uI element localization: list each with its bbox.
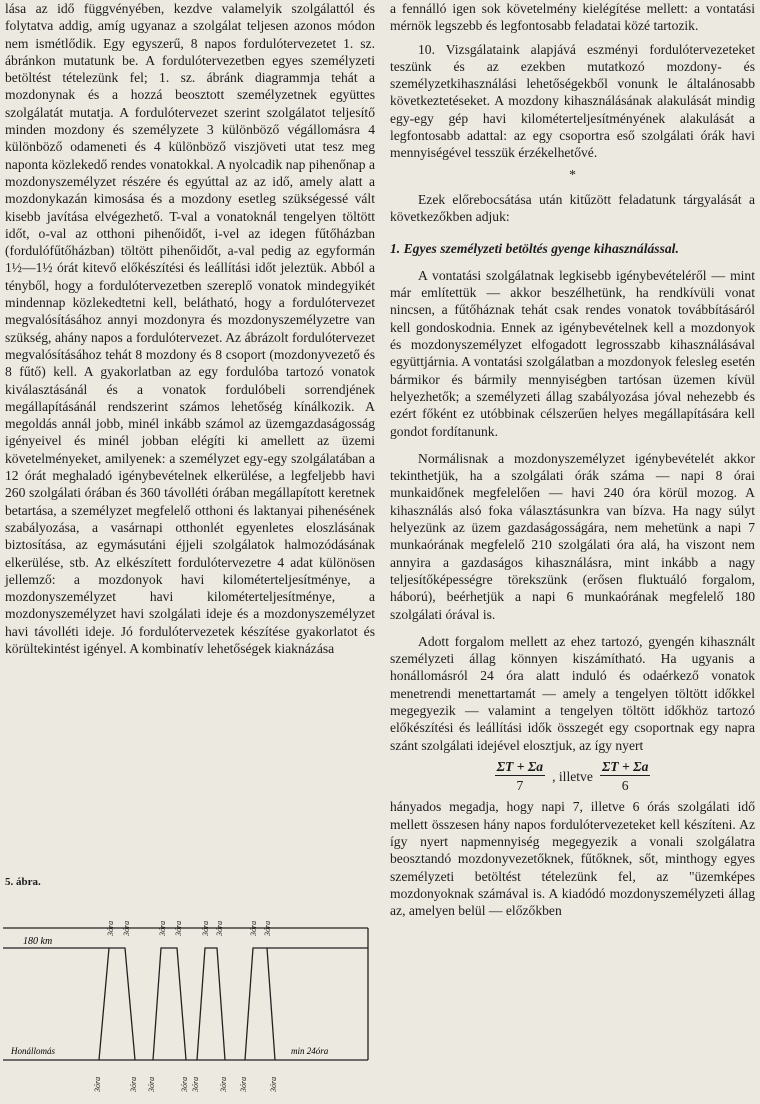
label-3ora: 3óra [93, 1076, 102, 1092]
formula [390, 758, 755, 795]
body-paragraph: hányados megadja, hogy napi 7, illetve 6 órás szolgálati idő mellett összesen hány napos fordulótervezeteket kell készíteni. Az így nyert napmennyiség megegyezik a vonali szolgálatra beosztandó mozdonyvezetőknek, fűtőknek, sőt, minthogy egyes személyzeti betöltést tételezünk fel, az "üzemképes mozdonyoknak számával is. A kiadódó mozdonyszemélyzeti állag az, amelyen belül — előzőkben [390, 799, 755, 919]
label-180km: 180 km [23, 936, 53, 947]
section-heading: 1. Egyes személyzeti betöltés gyenge kihasználással. [390, 240, 679, 256]
body-paragraph: a fennálló igen sok követelmény kielégítése mellett: a vontatási mérnök legszebb és legfontosabb feladatai közé tartozik. [390, 1, 755, 34]
body-paragraph: A vontatási szolgálatnak legkisebb igénybevételéről — mint már említettük — akkor beszélhetünk, ha rendkívüli vonat nincsen, a fűtőháznak tehát csak rendes vonatok továbbításáról kell gondoskodnia. Ennek az igénybevételnek kell a mozdonyok és mozdonyszemélyzet elfogadott legrosszabb kihasználásával együttjárnia. A vontatási szolgálatban a mozdonyok felesleg esetén bármikor és bármily mennyiségben tartósan üzemen kívül helyezhetők; a személyzeti állag szabályozása jóval nehezebb és ezért főként ez utóbbinak célszerűen helyes megállapítására kell gondot fordítanunk. [390, 267, 755, 439]
service-diagram [3, 890, 378, 1104]
body-paragraph: 10. Vizsgálataink alapjává eszményi fordulótervezeteket teszünk és az ezekben mutatkozó mozdony- és személyzetkihasználási lehetőségekből vonunk le általánosabb következtetéseket. A mozdony kihasználásának alakulását mindig egy-egy gép havi kilométerteljesítményének alakulását a legfontosabb adattal: az egy csoportra eső szolgálati órák havi mennyiségével tesszük érzékelhetővé. [390, 41, 755, 161]
body-paragraph: Normálisnak a mozdonyszemélyzet igénybevételét akkor tekinthetjük, ha a szolgálati órák száma — napi 8 órai munkaidőnek megfelelően — havi 240 óra körül mozog. A kihasználás alsó foka választásunkra van bízva. Ha nagy súlyt helyezünk az üzem gazdaságosságára, nem mehetünk a napi 7 munkaórának megfelelő 210 szolgálati óra alá, ha viszont nem annyira a gazdaságos kihasználásra, mint inkább a nagy teljesítőképességre törekszünk (erősen fluktuáló forgalom, háború), beérhetjük a napi 6 munkaórának megfelelő 180 szolgálati órával is. [390, 450, 755, 622]
fraction [495, 758, 545, 795]
body-paragraph: lása az idő függvényében, kezdve valamelyik szolgálattól és folytatva addig, amíg ugyanaz a szolgálat teljesen azonos módon nem ismétlődik. Egy egyszerű, 8 napos fordulótervezetet 1. sz. ábránkon mutatunk be. A fordulótervezetben egyes személyzeti betöltést tételezünk fel; 1. sz. ábránk diagrammja tehát a mozdonynak és a hozzá beosztott személyzetnek együttes szolgálatát mutatja. A fordulótervezet szerint szolgálatot teljesítő minden mozdony és személyzete 3 különböző végállomásra 4 különböző odameneti és 4 különböző viszjöveti utat tesz meg naponta közlekedő rendes vonatokkal. A nyolcadik nap pihenőnap a mozdonyszemélyzet részére és egyúttal az az idő, amely alatt a mozdonykazán kimosása és a mozdony esetleg szükségessé vált kisebb javítása elvégezhető. T-val a vonatoknál tengelyen töltött időt, o-val az otthoni pihenőidőt, i-vel az idegen fűtőházban (fordulófűtőházban) töltött pihenőidőt, a-val pedig az egyformán 1½—1½ órát kitevő előkészítési és leállítási időt jeleztük. Abból a tényből, hogy a fordulótervezetben szereplő vonatok mindegyikét mindennap közlekedtetni kell, belátható, hogy a fordulótervezet megvalósításához annyi mozdonyra és mozdonyszemélyzetre van szükség, ahány napos a fordulótervezet. Az ábrázolt fordulótervezet megvalósításához tehát 8 mozdony és 8 csoport (mozdonyvezető és 8 fűtő) kell. A gyakorlatban az egy fordulóba tartozó vonatok kiválasztásánál és a vonatok fordulóbeli sorrendjének megállapításánál rendszerint számos lehetőség kínálkozik. A megoldás annál jobb, minél inkább számol az üzemgazdaságosság igényeivel és minél jobban elégíti ki amellett az üzemi követelményeket, amilyenek: a személyzet egy-egy szolgálatában a 12 órát meghaladó igénybevételnek elkerülése, a legfeljebb havi 260 szolgálati órában és 360 távolléti órában megállapított keretnek betartása, a személyzet megfelelő otthoni és laktanyai pihenésének szabályozása, a vasárnapi otthonlét egyenletes eloszlásának biztosítása, az egymásutáni éjjeli szolgálatok halmozódásának elkerülése, stb. Az elkészített fordulótervezetre 4 adat különösen jellemző: a mozdonyok havi kilométerteljesítménye, a mozdonyszemélyzet havi kilométerteljesítménye, a mozdonyszemélyzet havi szolgálati ideje és a mozdonyszemélyzet havi távolléti ideje. Jó fordulótervezetek készítése gyakorlatot és körültekintést igényel. A kombinatív lehetőségek kiaknázása [5, 1, 375, 656]
label-3ora: 3óra [158, 920, 167, 936]
label-3ora: 3óra [215, 920, 224, 936]
label-3ora: 3óra [174, 920, 183, 936]
label-3ora: 3óra [249, 920, 258, 936]
formula-separator: , illetve [552, 768, 593, 784]
body-paragraph: Adott forgalom mellett az ehez tartozó, gyengén kihasznált személyzeti állag könnyen kiszámítható. Ha ugyanis a honállomásról 24 óra alatt induló és odaérkező vonatok menetrendi menettartamát — amely a tengelyen töltött időkkel megegyezik — valamint a tengelyen töltött időkhöz tartozó előkészítési és leállítási idők összegét egy csoportnak egy napra szánt szolgálati idejével elosztjuk, az így nyert [390, 633, 755, 753]
fraction-denominator: 6 [621, 778, 629, 794]
right-column [390, 0, 755, 920]
label-3ora: 3óra [219, 1076, 228, 1092]
label-3ora: 3óra [106, 920, 115, 936]
label-3ora: 3óra [191, 1076, 200, 1092]
fraction-numerator: ΣT + Σa [600, 758, 650, 776]
fraction-denominator: 7 [516, 778, 524, 794]
body-paragraph: Ezek előrebocsátása után kitűzött feladatunk tárgyalását a következőkben adjuk: [390, 191, 755, 225]
label-home-station: Honállomás [11, 1046, 56, 1056]
diagram-lines [3, 928, 368, 1060]
label-3ora: 3óra [180, 1076, 189, 1092]
label-3ora: 3óra [269, 1076, 278, 1092]
label-3ora: 3óra [263, 920, 272, 936]
left-column [5, 0, 375, 657]
label-min-24: min 24óra [291, 1046, 329, 1056]
label-3ora: 3óra [147, 1076, 156, 1092]
section-separator: * [569, 166, 576, 182]
fraction [600, 758, 650, 795]
fraction-numerator: ΣT + Σa [495, 758, 545, 776]
label-3ora: 3óra [201, 920, 210, 936]
label-3ora: 3óra [122, 920, 131, 936]
label-3ora: 3óra [129, 1076, 138, 1092]
label-3ora: 3óra [239, 1076, 248, 1092]
figure-caption: 5. ábra. [5, 876, 41, 888]
